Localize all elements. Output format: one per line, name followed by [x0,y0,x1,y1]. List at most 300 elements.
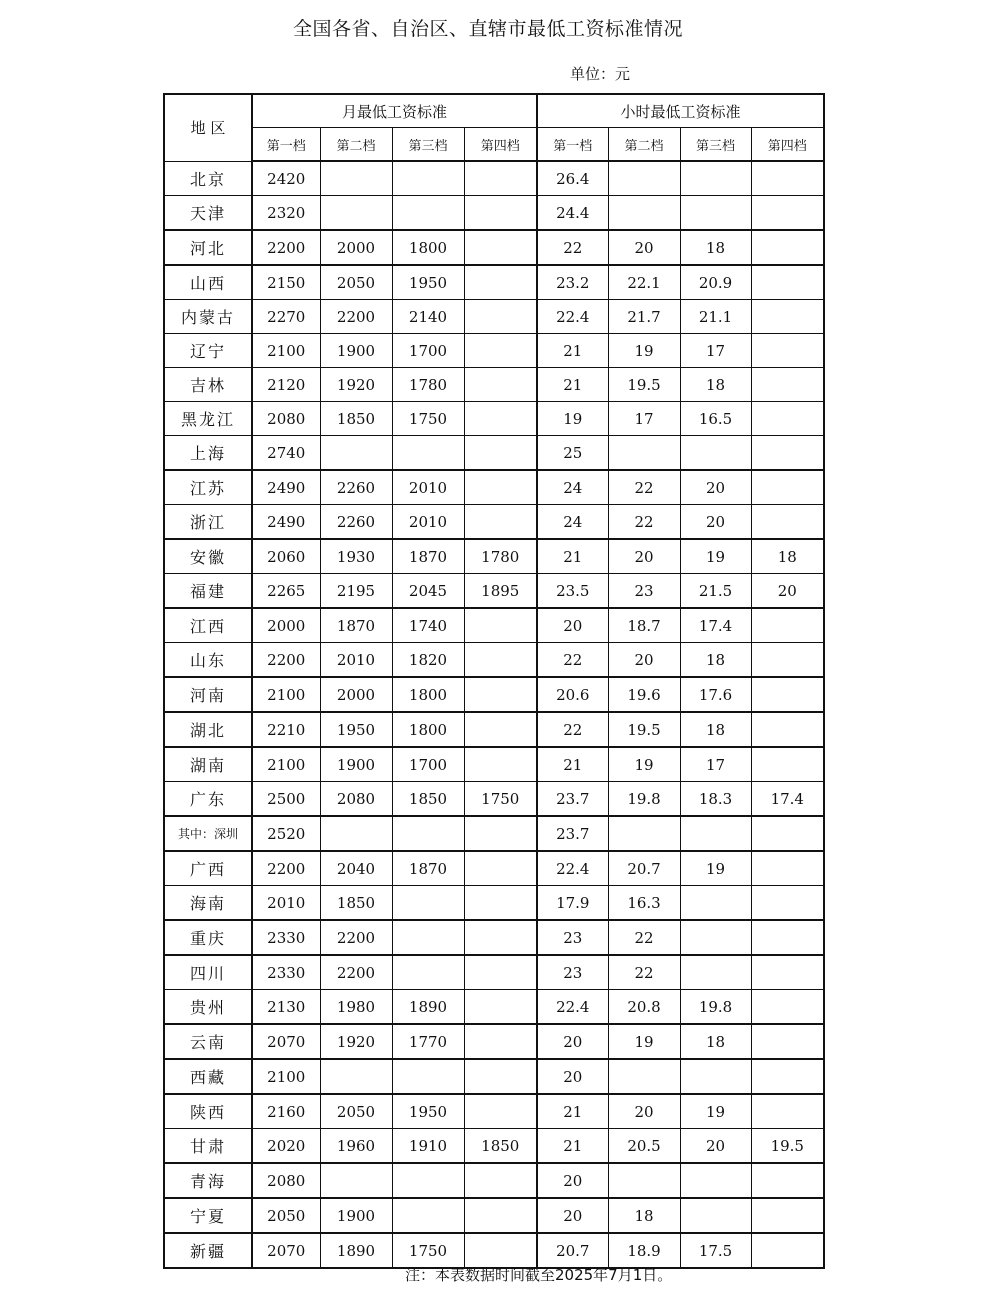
monthly-tier-4-cell [464,1163,537,1198]
hourly-tier-1-cell: 23 [537,920,608,955]
monthly-tier-3-cell: 1950 [392,1094,464,1129]
region-cell: 福建 [164,574,252,609]
monthly-tier-2-cell: 2260 [320,470,392,505]
hourly-tier-1-cell: 25 [537,436,608,471]
monthly-tier-3-cell: 1770 [392,1024,464,1059]
hourly-tier-1-cell: 22.4 [537,300,608,334]
monthly-tier-1-cell: 2010 [252,886,320,921]
monthly-tier-4-cell [464,505,537,540]
hourly-tier-4-cell [751,643,824,678]
hourly-tier-2-cell: 20 [608,1094,680,1129]
monthly-tier-2-cell: 2195 [320,574,392,609]
table-row [164,470,824,505]
monthly-tier-1-cell: 2330 [252,955,320,990]
monthly-tier-2-header: 第二档 [320,128,392,162]
hourly-tier-3-cell: 17 [680,747,751,782]
monthly-tier-1-cell: 2200 [252,230,320,265]
monthly-tier-2-cell: 2260 [320,505,392,540]
hourly-tier-3-cell: 20.9 [680,265,751,300]
region-cell: 内蒙古 [164,300,252,334]
table-row [164,230,824,265]
hourly-tier-2-cell [608,816,680,851]
table-row [164,539,824,574]
hourly-tier-1-cell: 20.6 [537,677,608,712]
hourly-tier-3-cell: 21.1 [680,300,751,334]
table-row [164,886,824,921]
table-row [164,782,824,817]
monthly-tier-4-cell [464,334,537,368]
hourly-tier-2-cell: 18.7 [608,608,680,643]
monthly-tier-4-cell [464,436,537,471]
hourly-tier-4-cell [751,712,824,747]
hourly-tier-3-cell: 17.4 [680,608,751,643]
hourly-tier-1-header: 第一档 [537,128,608,162]
region-cell: 陕西 [164,1094,252,1129]
hourly-tier-2-cell [608,1163,680,1198]
region-cell: 上海 [164,436,252,471]
monthly-tier-4-cell [464,161,537,196]
region-cell: 黑龙江 [164,402,252,436]
monthly-tier-3-cell: 1800 [392,230,464,265]
hourly-tier-4-cell [751,1163,824,1198]
hourly-tier-1-cell: 21 [537,747,608,782]
monthly-tier-3-cell: 1750 [392,402,464,436]
hourly-tier-2-cell: 19.6 [608,677,680,712]
monthly-tier-4-cell: 1850 [464,1129,537,1164]
hourly-tier-4-cell [751,368,824,402]
hourly-tier-1-cell: 21 [537,368,608,402]
hourly-tier-1-cell: 22.4 [537,851,608,886]
monthly-tier-3-cell [392,1198,464,1233]
monthly-tier-4-header: 第四档 [464,128,537,162]
monthly-tier-3-cell [392,161,464,196]
hourly-tier-3-header: 第三档 [680,128,751,162]
hourly-tier-4-cell [751,196,824,231]
hourly-tier-2-cell: 20.5 [608,1129,680,1164]
monthly-tier-4-cell [464,1094,537,1129]
hourly-tier-1-cell: 23.7 [537,816,608,851]
hourly-tier-1-cell: 23.5 [537,574,608,609]
table-row [164,643,824,678]
hourly-tier-4-cell [751,747,824,782]
hourly-tier-2-cell: 21.7 [608,300,680,334]
monthly-tier-4-cell: 1895 [464,574,537,609]
hourly-tier-3-cell: 17.6 [680,677,751,712]
monthly-tier-4-cell [464,851,537,886]
monthly-tier-1-header: 第一档 [252,128,320,162]
monthly-tier-2-cell: 2000 [320,230,392,265]
hourly-tier-2-cell [608,196,680,231]
monthly-tier-1-cell: 2490 [252,470,320,505]
monthly-tier-2-cell [320,196,392,231]
monthly-tier-1-cell: 2020 [252,1129,320,1164]
table-row [164,747,824,782]
monthly-tier-3-cell: 1780 [392,368,464,402]
hourly-tier-4-cell [751,886,824,921]
hourly-tier-2-cell: 22 [608,920,680,955]
hourly-tier-2-cell: 20 [608,539,680,574]
hourly-tier-3-cell: 18 [680,1024,751,1059]
unit-label: 单位：元 [570,65,631,83]
hourly-tier-2-header: 第二档 [608,128,680,162]
table-row [164,368,824,402]
hourly-tier-1-cell: 24 [537,505,608,540]
hourly-tier-1-cell: 22.4 [537,990,608,1025]
region-cell: 新疆 [164,1233,252,1268]
hourly-tier-2-cell: 19.5 [608,712,680,747]
monthly-tier-4-cell [464,230,537,265]
hourly-tier-1-cell: 20 [537,1024,608,1059]
table-row [164,1163,824,1198]
monthly-tier-4-cell [464,265,537,300]
hourly-tier-4-cell: 20 [751,574,824,609]
monthly-tier-2-cell: 1900 [320,1198,392,1233]
hourly-tier-1-cell: 22 [537,643,608,678]
monthly-tier-1-cell: 2160 [252,1094,320,1129]
monthly-tier-3-cell [392,920,464,955]
hourly-tier-1-cell: 17.9 [537,886,608,921]
monthly-tier-1-cell: 2100 [252,677,320,712]
monthly-tier-3-cell: 1890 [392,990,464,1025]
monthly-tier-1-cell: 2120 [252,368,320,402]
monthly-tier-1-cell: 2060 [252,539,320,574]
hourly-tier-4-cell [751,1233,824,1268]
monthly-tier-1-cell: 2420 [252,161,320,196]
monthly-tier-1-cell: 2740 [252,436,320,471]
monthly-tier-2-cell: 1950 [320,712,392,747]
hourly-tier-1-cell: 23.7 [537,782,608,817]
monthly-tier-2-cell: 2000 [320,677,392,712]
monthly-tier-2-cell: 1930 [320,539,392,574]
monthly-tier-4-cell [464,816,537,851]
hourly-tier-2-cell: 22 [608,470,680,505]
monthly-tier-3-cell [392,1059,464,1094]
region-cell: 其中：深圳 [164,816,252,851]
hourly-tier-3-cell [680,920,751,955]
hourly-tier-4-cell [751,955,824,990]
monthly-tier-1-cell: 2070 [252,1024,320,1059]
hourly-tier-2-cell: 19 [608,747,680,782]
monthly-tier-1-cell: 2520 [252,816,320,851]
hourly-tier-2-cell: 22.1 [608,265,680,300]
hourly-tier-3-cell: 17 [680,334,751,368]
region-cell: 山西 [164,265,252,300]
hourly-header: 小时最低工资标准 [537,94,824,128]
table-row [164,196,824,231]
hourly-tier-2-cell: 19 [608,334,680,368]
monthly-tier-2-cell: 2050 [320,1094,392,1129]
hourly-tier-3-cell: 18 [680,368,751,402]
hourly-tier-3-cell [680,436,751,471]
hourly-tier-3-cell: 19 [680,851,751,886]
region-cell: 浙江 [164,505,252,540]
monthly-tier-1-cell: 2270 [252,300,320,334]
region-cell: 山东 [164,643,252,678]
monthly-tier-2-cell: 2050 [320,265,392,300]
monthly-tier-1-cell: 2100 [252,334,320,368]
monthly-tier-2-cell [320,161,392,196]
hourly-tier-3-cell: 21.5 [680,574,751,609]
table-row [164,712,824,747]
monthly-tier-3-cell: 1870 [392,851,464,886]
monthly-tier-1-cell: 2320 [252,196,320,231]
monthly-tier-2-cell: 1960 [320,1129,392,1164]
monthly-tier-4-cell [464,196,537,231]
table-row [164,334,824,368]
hourly-tier-3-cell [680,1059,751,1094]
hourly-tier-3-cell [680,161,751,196]
monthly-tier-4-cell [464,677,537,712]
hourly-tier-1-cell: 22 [537,712,608,747]
hourly-tier-2-cell: 20.7 [608,851,680,886]
hourly-tier-4-cell [751,608,824,643]
hourly-tier-2-cell: 19.8 [608,782,680,817]
monthly-tier-3-cell: 2010 [392,505,464,540]
hourly-tier-3-cell: 20 [680,470,751,505]
monthly-tier-2-cell: 1900 [320,334,392,368]
hourly-tier-2-cell: 20.8 [608,990,680,1025]
table-row [164,851,824,886]
hourly-tier-3-cell [680,886,751,921]
table-row [164,1094,824,1129]
hourly-tier-3-cell: 19 [680,539,751,574]
hourly-tier-2-cell [608,1059,680,1094]
hourly-tier-3-cell: 18 [680,230,751,265]
hourly-tier-3-cell [680,1163,751,1198]
region-cell: 海南 [164,886,252,921]
monthly-tier-2-cell: 1870 [320,608,392,643]
monthly-tier-3-cell: 1870 [392,539,464,574]
monthly-tier-3-cell: 1700 [392,747,464,782]
hourly-tier-4-cell [751,1024,824,1059]
region-header: 地 区 [164,94,252,161]
hourly-tier-4-cell [751,816,824,851]
hourly-tier-4-cell [751,990,824,1025]
table-row [164,1024,824,1059]
hourly-tier-2-cell [608,161,680,196]
table-row [164,505,824,540]
table-row [164,574,824,609]
table-row [164,436,824,471]
hourly-tier-3-cell: 20 [680,1129,751,1164]
monthly-tier-1-cell: 2080 [252,1163,320,1198]
monthly-tier-3-cell: 1950 [392,265,464,300]
monthly-tier-3-cell: 1910 [392,1129,464,1164]
region-cell: 贵州 [164,990,252,1025]
monthly-tier-4-cell [464,955,537,990]
monthly-tier-1-cell: 2490 [252,505,320,540]
monthly-tier-2-cell: 2040 [320,851,392,886]
hourly-tier-3-cell: 17.5 [680,1233,751,1268]
monthly-tier-1-cell: 2500 [252,782,320,817]
monthly-tier-3-cell: 1740 [392,608,464,643]
hourly-tier-4-cell [751,677,824,712]
hourly-tier-4-cell [751,265,824,300]
monthly-tier-4-cell [464,747,537,782]
hourly-tier-2-cell: 19 [608,1024,680,1059]
monthly-tier-3-cell: 1820 [392,643,464,678]
monthly-tier-1-cell: 2100 [252,1059,320,1094]
hourly-tier-1-cell: 21 [537,1094,608,1129]
monthly-tier-4-cell [464,643,537,678]
page-title: 全国各省、自治区、直辖市最低工资标准情况 [292,18,683,40]
hourly-tier-4-cell [751,1059,824,1094]
table-row [164,265,824,300]
table-row [164,677,824,712]
monthly-tier-3-cell [392,955,464,990]
hourly-tier-1-cell: 26.4 [537,161,608,196]
hourly-tier-4-cell [751,470,824,505]
hourly-tier-3-cell [680,1198,751,1233]
monthly-tier-1-cell: 2070 [252,1233,320,1268]
region-cell: 西藏 [164,1059,252,1094]
region-cell: 湖南 [164,747,252,782]
hourly-tier-4-cell [751,334,824,368]
monthly-tier-1-cell: 2330 [252,920,320,955]
hourly-tier-4-cell [751,402,824,436]
monthly-tier-3-cell [392,886,464,921]
hourly-tier-2-cell: 18.9 [608,1233,680,1268]
hourly-tier-4-cell [751,1094,824,1129]
hourly-tier-2-cell: 20 [608,230,680,265]
hourly-tier-1-cell: 22 [537,230,608,265]
monthly-tier-2-cell: 1920 [320,1024,392,1059]
monthly-tier-4-cell [464,1024,537,1059]
monthly-header: 月最低工资标准 [252,94,537,128]
hourly-tier-3-cell: 18.3 [680,782,751,817]
hourly-tier-2-cell: 22 [608,955,680,990]
monthly-tier-2-cell: 1850 [320,402,392,436]
table-row [164,920,824,955]
region-cell: 广西 [164,851,252,886]
monthly-tier-2-cell: 1900 [320,747,392,782]
monthly-tier-1-cell: 2150 [252,265,320,300]
monthly-tier-2-cell [320,816,392,851]
monthly-tier-2-cell [320,1163,392,1198]
region-cell: 江西 [164,608,252,643]
hourly-tier-3-cell [680,196,751,231]
table-row [164,161,824,196]
monthly-tier-2-cell [320,436,392,471]
table-row [164,955,824,990]
monthly-tier-4-cell [464,1233,537,1268]
region-cell: 甘肃 [164,1129,252,1164]
region-cell: 河北 [164,230,252,265]
monthly-tier-4-cell [464,920,537,955]
hourly-tier-1-cell: 24 [537,470,608,505]
monthly-tier-3-cell [392,816,464,851]
hourly-tier-2-cell: 20 [608,643,680,678]
monthly-tier-1-cell: 2200 [252,851,320,886]
region-cell: 天津 [164,196,252,231]
hourly-tier-4-cell [751,505,824,540]
hourly-tier-4-cell [751,161,824,196]
monthly-tier-4-cell [464,1198,537,1233]
hourly-tier-3-cell: 18 [680,643,751,678]
monthly-tier-3-cell: 2045 [392,574,464,609]
region-cell: 北京 [164,161,252,196]
hourly-tier-4-cell [751,436,824,471]
hourly-tier-3-cell: 18 [680,712,751,747]
table-row [164,1198,824,1233]
hourly-tier-4-cell: 18 [751,539,824,574]
hourly-tier-2-cell: 18 [608,1198,680,1233]
table-row [164,300,824,334]
hourly-tier-3-cell: 19.8 [680,990,751,1025]
region-cell: 吉林 [164,368,252,402]
region-cell: 宁夏 [164,1198,252,1233]
table-row [164,402,824,436]
monthly-tier-3-cell: 1800 [392,712,464,747]
monthly-tier-1-cell: 2000 [252,608,320,643]
hourly-tier-1-cell: 20 [537,1198,608,1233]
hourly-tier-3-cell: 19 [680,1094,751,1129]
hourly-tier-3-cell [680,816,751,851]
monthly-tier-2-cell: 2200 [320,920,392,955]
monthly-tier-4-cell: 1780 [464,539,537,574]
hourly-tier-1-cell: 21 [537,1129,608,1164]
monthly-tier-4-cell [464,1059,537,1094]
hourly-tier-1-cell: 24.4 [537,196,608,231]
monthly-tier-4-cell [464,990,537,1025]
hourly-tier-2-cell: 22 [608,505,680,540]
monthly-tier-3-cell: 1700 [392,334,464,368]
hourly-tier-1-cell: 20.7 [537,1233,608,1268]
hourly-tier-1-cell: 23 [537,955,608,990]
monthly-tier-3-cell: 2140 [392,300,464,334]
monthly-tier-3-header: 第三档 [392,128,464,162]
monthly-tier-3-cell: 1750 [392,1233,464,1268]
hourly-tier-2-cell: 19.5 [608,368,680,402]
hourly-tier-2-cell: 16.3 [608,886,680,921]
monthly-tier-3-cell: 1850 [392,782,464,817]
monthly-tier-1-cell: 2210 [252,712,320,747]
table-row [164,1233,824,1268]
hourly-tier-1-cell: 23.2 [537,265,608,300]
monthly-tier-4-cell [464,402,537,436]
hourly-tier-1-cell: 21 [537,334,608,368]
monthly-tier-4-cell [464,470,537,505]
hourly-tier-1-cell: 20 [537,1059,608,1094]
monthly-tier-3-cell: 1800 [392,677,464,712]
monthly-tier-4-cell: 1750 [464,782,537,817]
region-cell: 广东 [164,782,252,817]
table-row [164,1129,824,1164]
hourly-tier-3-cell: 16.5 [680,402,751,436]
monthly-tier-1-cell: 2050 [252,1198,320,1233]
hourly-tier-4-header: 第四档 [751,128,824,162]
monthly-tier-2-cell: 2200 [320,300,392,334]
monthly-tier-3-cell: 2010 [392,470,464,505]
hourly-tier-2-cell: 23 [608,574,680,609]
hourly-tier-4-cell [751,1198,824,1233]
hourly-tier-4-cell [751,851,824,886]
monthly-tier-2-cell [320,1059,392,1094]
region-cell: 安徽 [164,539,252,574]
monthly-tier-2-cell: 1920 [320,368,392,402]
monthly-tier-1-cell: 2200 [252,643,320,678]
monthly-tier-4-cell [464,300,537,334]
region-cell: 辽宁 [164,334,252,368]
monthly-tier-4-cell [464,886,537,921]
region-cell: 重庆 [164,920,252,955]
hourly-tier-1-cell: 21 [537,539,608,574]
monthly-tier-4-cell [464,712,537,747]
monthly-tier-3-cell [392,1163,464,1198]
monthly-tier-2-cell: 1850 [320,886,392,921]
monthly-tier-3-cell [392,196,464,231]
monthly-tier-3-cell [392,436,464,471]
